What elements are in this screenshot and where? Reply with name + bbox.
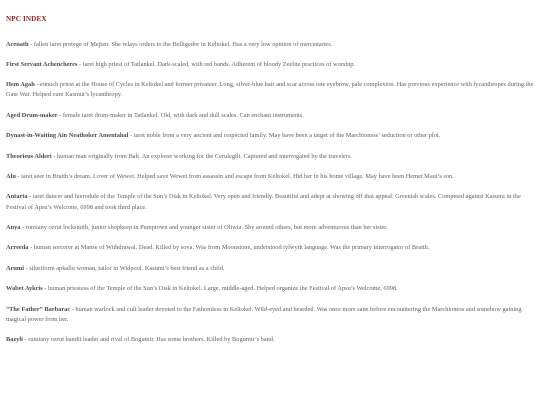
npc-description: - female iaret drum-maker in Tatlankel. Old, with dark and dull scales. Can enchant instruments. [57,111,304,119]
npc-entry [6,264,534,274]
npc-entry [6,223,534,233]
npc-description: - rumiany ozrut bandit leader and rival of Bogumir. Has some brothers. Killed by Bogumir’s band. [22,336,275,344]
npc-name: Wabet Aykris [6,285,43,293]
npc-description: - rumiany ozrut locksmith, junior shopkeep in Pumptown and younger sister of Oliwia. Shy around others, but more adventurous than her sister. [20,224,388,232]
npc-description: - iaret dancer and hierodule of the Temple of the Sun’s Disk in Keltokel. Very open and friendly. Beautiful and adept at showing off that appeal. Greenish scales. Competed against Kasumi in the Festival of Apsu’s Welcome, 6998 and took third place. [6,193,521,211]
npc-entry [6,305,534,325]
npc-entry [6,131,534,141]
page-title: NPC INDEX [6,15,47,23]
npc-entry-list [6,40,534,346]
npc-name: First Servant Achencheres [6,60,78,68]
npc-name: Dynast-in-Waiting Ain Neathoker Amentahal [6,132,129,140]
npc-description: - human man originally from Balt. An explorer working for the Cerulegilt. Captured and interrogated by the travelers. [51,152,353,160]
npc-entry [6,284,534,294]
npc-entry [6,243,534,253]
npc-name: Alu [6,173,16,181]
npc-entry [6,335,534,345]
npc-name: Hem Agah [6,81,35,89]
npc-name: “The Father” Barbarac [6,305,71,313]
npc-name: Theorieus Alderi [6,152,52,160]
npc-description: - human priestess of the Temple of the Sun’s Disk in Keltokel. Large, middle-aged. Helped organize the Festival of Apsu’s Welcome, 6998. [42,285,398,293]
npc-entry [6,172,534,182]
npc-name: Arumi [6,264,24,272]
npc-name: Anya [6,224,21,232]
npc-description: - human warlock and cult leader devoted to the Fathomless in Keltokel. Wild-eyed and bearded. Was once more sane before encountering the Marchioness and somehow gaining magical power from her. [6,305,522,323]
npc-entry [6,40,534,50]
npc-entry [6,111,534,121]
npc-name: Antarta [6,193,28,201]
npc-name: Bazyli [6,336,23,344]
npc-name: Aged Drum-maker [6,111,58,119]
npc-entry [6,192,534,212]
npc-description: - iaret noble from a very ancient and respected family. May have been a target of the Marchioness’ seduction or other plot. [128,132,441,140]
npc-description: - iaret high priest of Tatlankel. Dark-scaled, with red bands. Adherent of bloody Zeelite practices of worship. [77,60,356,68]
npc-entry [6,152,534,162]
npc-entry [6,60,534,70]
npc-description: - iaret seer in Braith’s dream. Lover of Wewet. Helped save Wewet from assassin and escape from Keltokel. Hid her in his home village. May have been Hemet Maut’s son. [15,173,454,181]
npc-description: - human sorcerer at Manse of Withdrawal. Dead. Killed by sova. Was from Moonstone, understood tylwyth language. Was the primary interrogator of Braith. [28,244,430,252]
npc-description: - eunuch priest at the House of Cycles in Keltokel and former privateer. Long, silver-blue hair and scar across one eyebrow, pale complexion. Has previous experience with lycanthropes during the Gate War. Helped cure Kasmut’s lycanthropy. [6,81,534,99]
npc-description: - siluriform apkallu woman, tailor in Widpool. Kasumi’s best friend as a child. [23,264,225,272]
npc-entry [6,80,534,100]
npc-name: Arreeda [6,244,29,252]
npc-name: Acenath [6,40,29,48]
npc-description: - fallen iaret protege of Mejten. She relays orders to the Belligedor in Keltokel. Has a very low opinion of mercenaries. [28,40,333,48]
